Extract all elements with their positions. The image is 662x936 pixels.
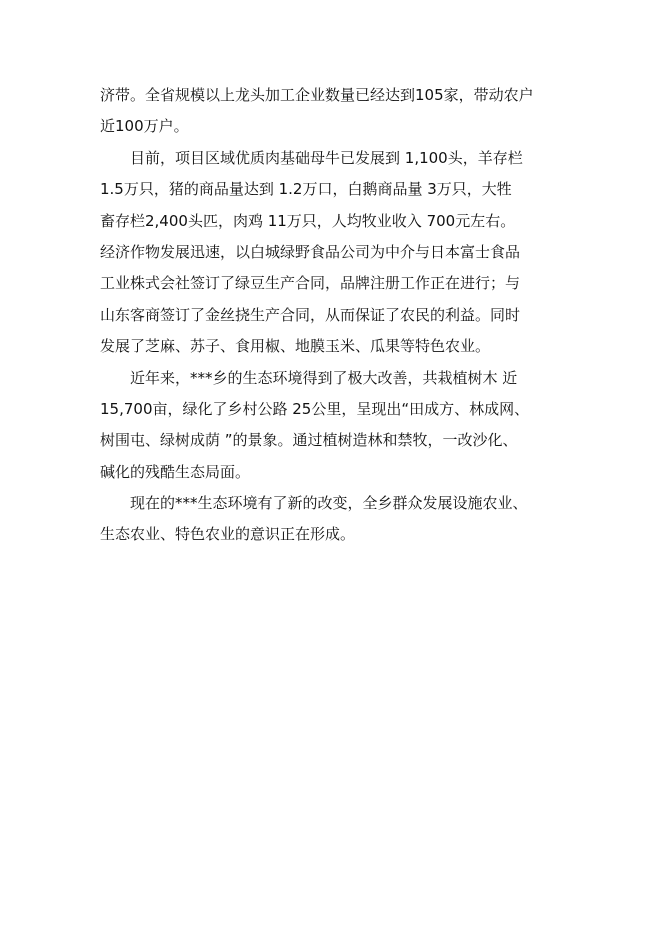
text-line: 经济作物发展迅速，以白城绿野食品公司为中介与日本富士食品 <box>100 242 521 261</box>
text-line: 15,700亩，绿化了乡村公路 25公里，呈现出“田成方、林成网、 <box>100 399 530 418</box>
text-line: 工业株式会社签订了绿豆生产合同，品牌注册工作正在进行；与 <box>100 274 521 293</box>
text-line: 碱化的残酷生态局面。 <box>100 462 251 481</box>
paragraph-start-line: 现在的***生态环境有了新的改变，全乡群众发展设施农业、 <box>130 494 528 513</box>
text-line: 畜存栏2,400头匹，肉鸡 11万只，人均牧业收入 700元左右。 <box>100 211 516 230</box>
text-line: 山东客商签订了金丝挠生产合同，从而保证了农民的利益。同时 <box>100 305 521 324</box>
paragraph-start-line: 目前，项目区域优质肉基础母牛已发展到 1,100头，羊存栏 <box>130 148 523 167</box>
text-line: 1.5万只，猪的商品量达到 1.2万口，白鹅商品量 3万只，大牲 <box>100 180 512 199</box>
text-line: 近100万户。 <box>100 117 189 136</box>
document-body <box>100 80 570 551</box>
text-line: 发展了芝麻、苏子、食用椒、地膜玉米、瓜果等特色农业。 <box>100 337 491 356</box>
text-line: 济带。全省规模以上龙头加工企业数量已经达到105家，带动农户 <box>100 86 534 104</box>
paragraph-start-line: 近年来，***乡的生态环境得到了极大改善，共栽植树木 近 <box>130 368 518 387</box>
text-line: 生态农业、特色农业的意识正在形成。 <box>100 525 356 544</box>
text-line: 树围屯、绿树成荫 ”的景象。通过植树造林和禁牧，一改沙化、 <box>100 431 518 450</box>
